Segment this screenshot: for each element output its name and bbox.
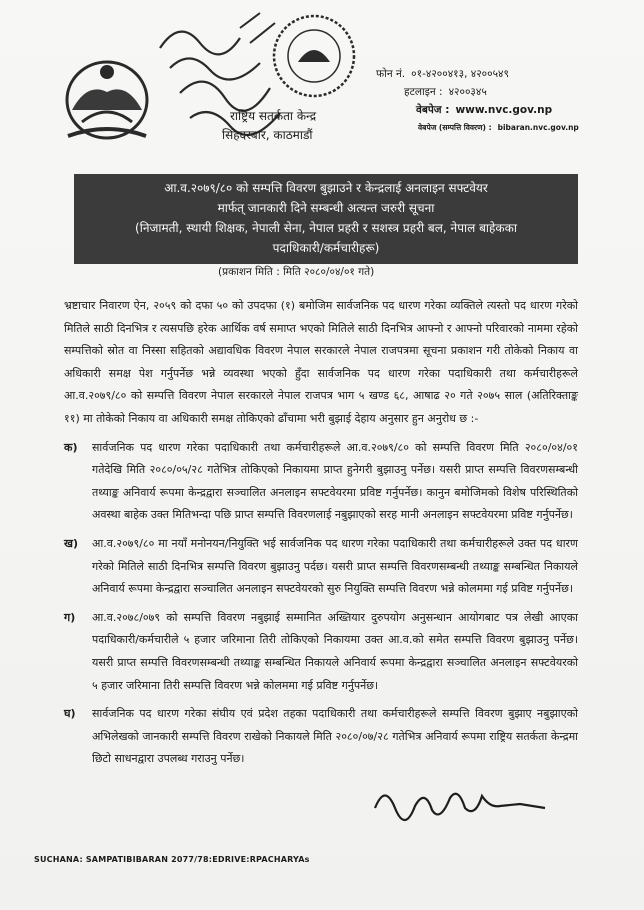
phone-label: फोन नं. (376, 68, 406, 80)
banner-line-2: मार्फत् जानकारी दिने सम्बन्धी अत्यन्त जरुरी सूचना (217, 201, 435, 215)
list-item (64, 703, 578, 771)
banner-line-4: पदाधिकारी/कर्मचारीहरू) (272, 241, 380, 255)
org-address: सिंहदरबार, काठमाडौं (222, 128, 313, 142)
item-text: आ.व.२०७९/८० मा नयाँ मनोनयन/नियुक्ति भई सार्वजनिक पद धारण गरेका पदाधिकारी तथा कर्मचारीहरूले उक्त पद धारण गरेको मितिले साठी दिनभित्र सम्पत्ति विवरण बुझाउनु पर्दछ। यसरी प्राप्त सम्पत्ति विवरणसम्बन्धी तथ्याङ्क सम्बन्धित निकायले अनिवार्य रूपमा केन्द्रद्वारा सञ्चालित अनलाइन सफ्टवेयरको सुरु नियुक्ति सम्पत्ति विवरण भन्ने कोलममा गई प्रविष्ट गर्नुपर्नेछ। (92, 536, 578, 596)
banner-line-3: (निजामती, स्थायी शिक्षक, नेपाली सेना, नेपाल प्रहरी र सशस्त्र प्रहरी बल, नेपाल बाहेकका (135, 221, 517, 235)
hotline-row (376, 83, 579, 101)
phone-value: ०१-४२००४१३, ४२००५४९ (411, 68, 509, 80)
website-row (376, 101, 579, 119)
list-item (64, 437, 578, 527)
item-label: ख) (64, 536, 79, 550)
org-name: राष्ट्रिय सतर्कता केन्द्र (230, 109, 317, 123)
item-text: सार्वजनिक पद धारण गरेका संघीय एवं प्रदेश तहका पदाधिकारी तथा कर्मचारीहरूले सम्पत्ति विवरण बुझाए नबुझाएको अभिलेखको जानकारी सम्पत्ति विवरण राखेको निकायले मिति २०८०/०७/२८ गतेभित्र अनिवार्य रूपमा राष्ट्रिय सतर्कता केन्द्रमा छिटो साधनद्वारा उपलब्ध गराउनु पर्नेछ। (92, 707, 578, 766)
intro-paragraph: भ्रष्टाचार निवारण ऐन, २०५९ को दफा ५० को उपदफा (१) बमोजिम सार्वजनिक पद धारण गरेका व्यक्तिले त्यस्तो पद धारण गरेको मितिले साठी दिनभित्र र त्यसपछि हरेक आर्थिक वर्ष समाप्त भएको मितिले साठी दिनभित्र आफ्नो र आफ्नो परिवारको नाममा रहेको सम्पत्तिको स्रोत वा निस्सा सहितको अद्यावधिक विवरण नेपाल सरकारले नेपाल राजपत्रमा सूचना प्रकाशन गरी तोकेको निकाय वा अधिकारी समक्ष पेश गर्नुपर्नेछ भन्ने व्यवस्था भएको हुँदा सार्वजनिक पद धारण गरेका पदाधिकारी तथा कर्मचारीहरूले आ.व.२०७९/८० को सम्पत्ति विवरण नेपाल सरकारले नेपाल राजपत्र भाग ५ खण्ड ६८, आषाढ २० गते २०७५ साल (अतिरिक्ताङ्क ११) मा तोकेको निकाय वा अधिकारी समक्ष तोकिएको ढाँचामा भरी बुझाई देहाय अनुसार हुन अनुरोध छ :- (64, 299, 578, 425)
item-text: सार्वजनिक पद धारण गरेका पदाधिकारी तथा कर्मचारीहरूले आ.व.२०७९/८० को सम्पत्ति विवरण मिति २०८०/०४/०१ गतेदेखि मिति २०८०/०५/२८ गतेभित्र तोकिएको निकायमा प्राप्त हुनेगरी बुझाउनु पर्नेछ। यसरी प्राप्त सम्पत्ति विवरणसम्बन्धी तथ्याङ्क अनिवार्य रूपमा केन्द्रद्वारा सञ्चालित अनलाइन सफ्टवेयरमा प्रविष्ट गर्नुपर्नेछ। कानुन बमोजिमको विशेष परिस्थितिको अवस्था बाहेक उक्त मितिभन्दा पछि प्राप्त सम्पत्ति विवरणलाई नबुझाएको सरह मानी अनलाइन सफ्टवेयरमा प्रविष्ट गर्नुपर्नेछ। (92, 440, 578, 522)
hotline-label: हटलाइन : (404, 86, 443, 98)
contact-block (376, 65, 579, 137)
website-link[interactable]: www.nvc.gov.np (455, 104, 553, 116)
item-label: क) (64, 440, 78, 454)
hotline-value: ४२००३४५ (448, 86, 487, 98)
list-item (64, 533, 578, 601)
publication-date: (प्रकाशन मिति : मिति २०८०/०४/०१ गते) (218, 266, 375, 278)
website-label: वेबपेज : (416, 104, 450, 116)
asset-site-link[interactable]: bibaran.nvc.gov.np (497, 123, 579, 132)
item-label: ग) (64, 610, 76, 624)
asset-site-row (376, 119, 579, 137)
nepal-emblem-icon (62, 52, 152, 144)
footer-reference: SUCHANA: SAMPATIBIBARAN 2077/78:EDRIVE:RPACHARYAs (34, 855, 310, 864)
list-item (64, 607, 578, 697)
item-label: घ) (64, 707, 76, 721)
notice-title-banner (74, 174, 578, 264)
notice-body (64, 295, 578, 771)
signature-icon (370, 778, 550, 828)
item-text: आ.व.२०७८/०७९ को सम्पत्ति विवरण नबुझाई सम्मानित अख्तियार दुरुपयोग अनुसन्धान आयोगबाट पत्र लेखी आएका पदाधिकारी/कर्मचारीले ५ हजार जरिमाना तिरी तोकिएको निकायमा उक्त आ.व.को समेत सम्पत्ति विवरण बुझाउनु पर्नेछ। यसरी प्राप्त सम्पत्ति विवरणसम्बन्धी तथ्याङ्क सम्बन्धित निकायले अनिवार्य रूपमा केन्द्रद्वारा सञ्चालित अनलाइन सफ्टवेयरको ५ हजार जरिमाना तिरी सम्पत्ति विवरण भन्ने कोलममा गई प्रविष्ट गर्नुपर्नेछ। (92, 610, 578, 692)
phone-row (376, 65, 579, 83)
asset-site-label: वेबपेज (सम्पत्ति विवरण) : (418, 123, 492, 132)
banner-line-1: आ.व.२०७९/८० को सम्पत्ति विवरण बुझाउने र केन्द्रलाई अनलाइन सफ्टवेयर (164, 181, 488, 195)
